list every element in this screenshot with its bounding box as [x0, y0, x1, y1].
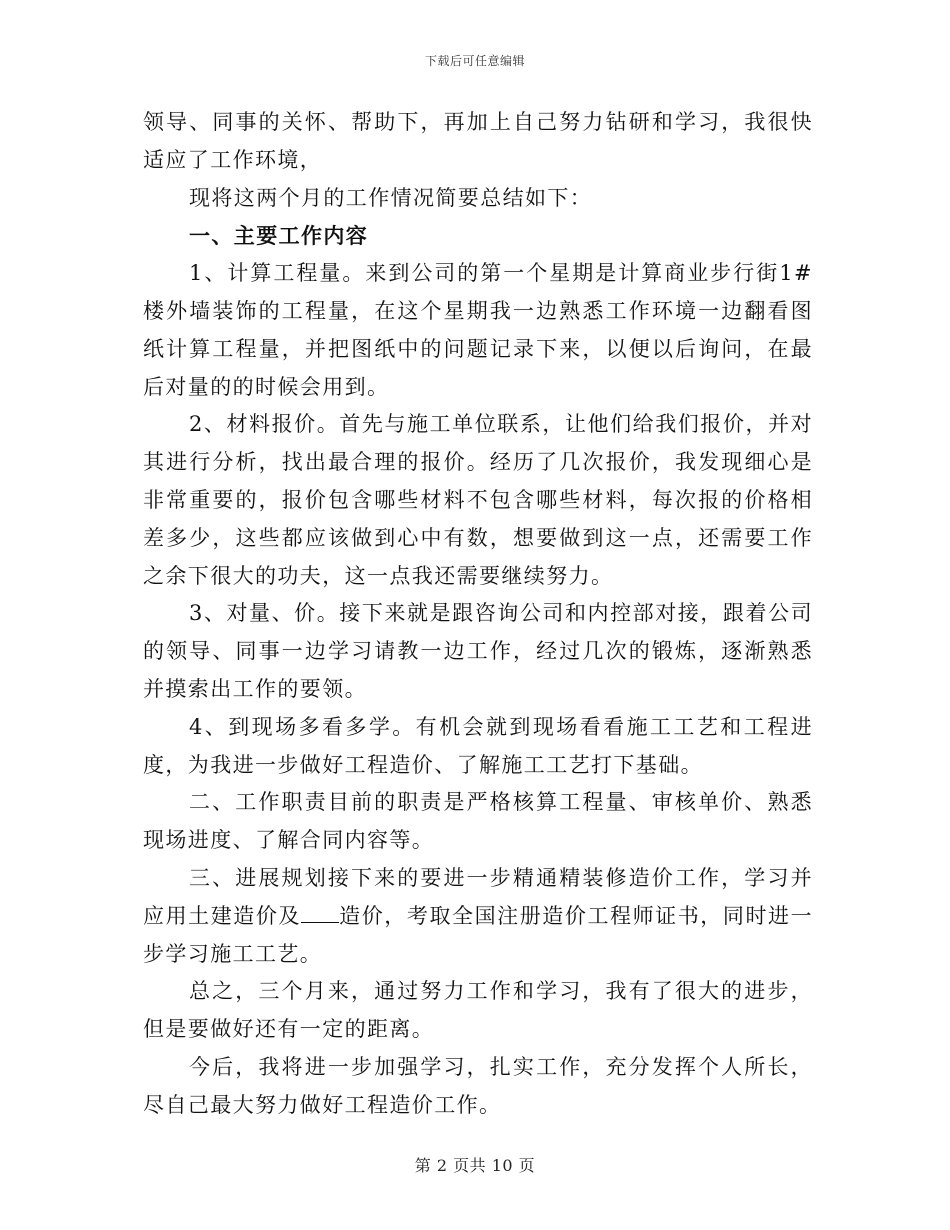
- paragraph-plan-part-1: 三、进展规划接下来的要进一步精通精装修造价工作，学习并应用土建造价及: [143, 865, 813, 928]
- page-number-footer: 第 2 页共 10 页: [414, 1156, 536, 1175]
- paragraph-summary-intro: 现将这两个月的工作情况简要总结如下：: [189, 185, 593, 210]
- paragraph-continuation: 领导、同事的关怀、帮助下，再加上自己努力钻研和学习，我很快适应了工作环境，: [143, 110, 813, 172]
- paragraph-plan-part-2: 造价，考取全国注册造价工程师证书，同时进一步学习施工工艺。: [143, 903, 813, 966]
- section-heading-main-work: 一、主要工作内容: [189, 223, 369, 249]
- paragraph-plan: [143, 860, 813, 973]
- paragraph-item-1: 1、计算工程量。来到公司的第一个星期是计算商业步行街1#楼外墙装饰的工程量，在这个星期我一边熟悉工作环境一边翻看图纸计算工程量，并把图纸中的问题记录下来，以便以后询问，在最后对量的的时候会用到。: [143, 261, 813, 399]
- blank-underline: [301, 903, 339, 923]
- paragraph-conclusion: 总之，三个月来，通过努力工作和学习，我有了很大的进步，但是要做好还有一定的距离。: [143, 979, 813, 1042]
- paragraph-item-2: 2、材料报价。首先与施工单位联系，让他们给我们报价，并对其进行分析，找出最合理的报价。经历了几次报价，我发现细心是非常重要的，报价包含哪些材料不包含哪些材料，每次报的价格相差多少，这些都应该做到心中有数，想要做到这一点，还需要工作之余下很大的功夫，这一点我还需要继续努力。: [143, 412, 813, 588]
- document-body: [143, 104, 813, 1125]
- paragraph-duties: 二、工作职责目前的职责是严格核算工程量、审核单价、熟悉现场进度、了解合同内容等。: [143, 790, 813, 853]
- page-header: 下载后可任意编辑: [424, 54, 525, 68]
- paragraph-future: 今后，我将进一步加强学习，扎实工作，充分发挥个人所长，尽自己最大努力做好工程造价工作。: [143, 1054, 813, 1117]
- paragraph-item-4: 4、到现场多看多学。有机会就到现场看看施工工艺和工程进度，为我进一步做好工程造价、了解施工工艺打下基础。: [143, 714, 813, 777]
- paragraph-item-3: 3、对量、价。接下来就是跟咨询公司和内控部对接，跟着公司的领导、同事一边学习请教一边工作，经过几次的锻炼，逐渐熟悉并摸索出工作的要领。: [143, 601, 813, 701]
